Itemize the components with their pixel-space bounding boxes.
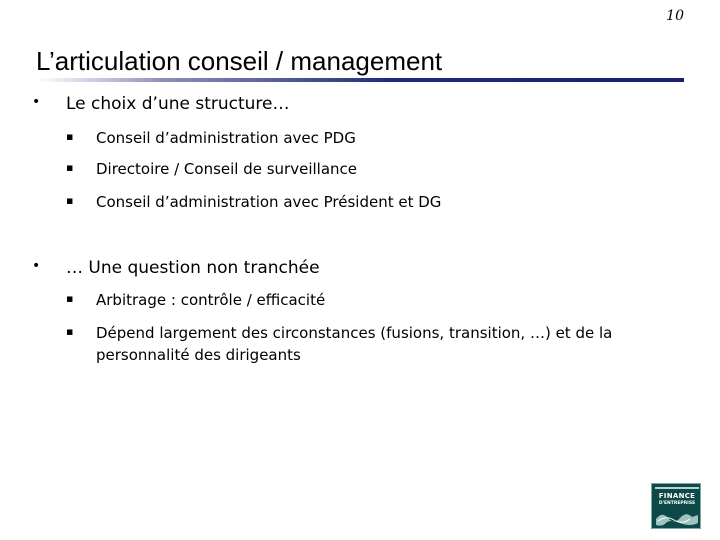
logo-word-entreprise: D'ENTREPRISE: [658, 501, 696, 506]
bullet-text: … Une question non tranchée: [66, 258, 320, 278]
square-bullet-icon: ▪: [66, 292, 74, 305]
square-bullet-icon: ▪: [66, 130, 74, 143]
square-bullet-icon: ▪: [66, 161, 74, 174]
square-bullet-icon: ▪: [66, 194, 74, 207]
title-divider: [36, 78, 684, 82]
bullet-dot-icon: •: [32, 94, 41, 110]
logo-wave-icon: [656, 509, 698, 527]
page-number: 10: [666, 8, 684, 24]
sub-bullet-text: Directoire / Conseil de surveillance: [96, 160, 358, 178]
bullet-dot-icon: •: [32, 258, 41, 274]
sub-bullet-text: Conseil d’administration avec Président et DG: [96, 193, 442, 211]
sub-bullet-text: Arbitrage : contrôle / efficacité: [96, 291, 326, 309]
logo-stripe: [655, 487, 699, 489]
logo-word-finance: FINANCE: [658, 492, 696, 500]
slide-title: L’articulation conseil / management: [36, 46, 443, 76]
sub-bullet-text: Conseil d’administration avec PDG: [96, 129, 356, 147]
book-cover-logo: [651, 483, 701, 529]
bullet-text: Le choix d’une structure…: [66, 94, 290, 114]
sub-bullet-text: Dépend largement des circonstances (fusions, transition, …) et de la personnalité des dirigeants: [96, 324, 613, 364]
square-bullet-icon: ▪: [66, 325, 74, 338]
